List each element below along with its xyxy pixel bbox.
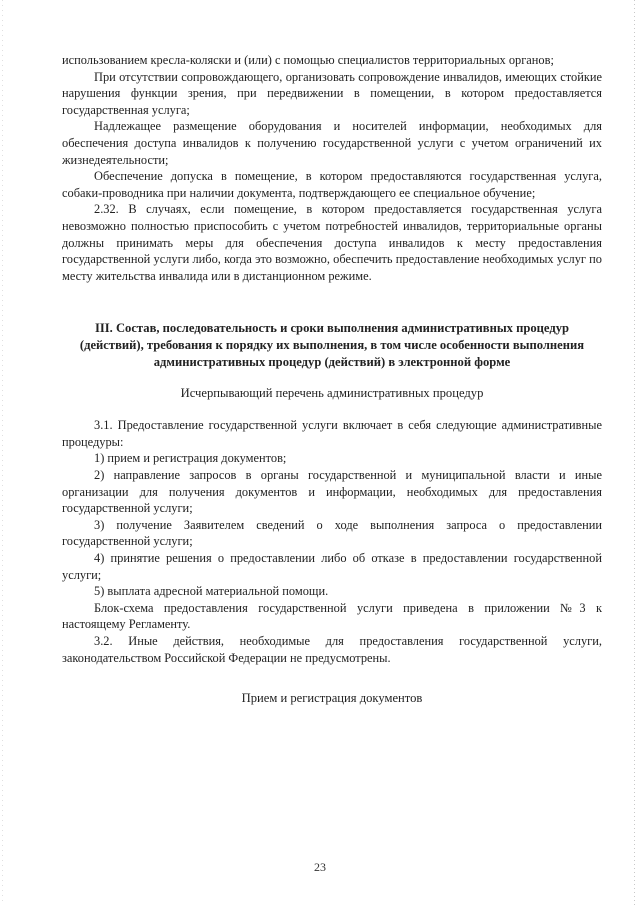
list-item: 4) принятие решения о предоставлении либо об отказе в предоставлении государственной услуги; (62, 551, 602, 582)
final-heading: Прием и регистрация документов (241, 691, 423, 706)
paragraph: Надлежащее размещение оборудования и носителей информации, необходимых для обеспечения доступа инвалидов к получению государственной услуги с учетом ограничений их жизнедеятельности; (62, 119, 602, 167)
paragraph: При отсутствии сопровождающего, организовать сопровождение инвалидов, имеющих стойкие нарушения функции зрения, при передвижении в помещении, в котором предоставляется государственная услуга; (62, 69, 602, 117)
paragraph: Обеспечение допуска в помещение, в котором предоставляются государственная услуга, собаки-проводника при наличии документа, подтверждающего ее специальное обучение; (62, 169, 602, 200)
page-number: 23 (314, 860, 326, 874)
paragraph-group-top (62, 52, 602, 284)
paragraph: 2.32. В случаях, если помещение, в котором предоставляется государственная услуга невозможно полностью приспособить с учетом потребностей инвалидов, территориальные органы должны принимать меры для обеспечения доступа инвалидов к месту предоставления государственной услуги либо, когда это возможно, обеспечить предоставление необходимых услуг по месту жительства инвалида или в дистанционном режиме. (62, 202, 602, 283)
list-item: 1) прием и регистрация документов; (94, 451, 287, 466)
paragraph: использованием кресла-коляски и (или) с помощью специалистов территориальных органов; (62, 53, 554, 67)
list-item: 3) получение Заявителем сведений о ходе выполнения запроса о предоставлении государственной услуги; (62, 517, 602, 549)
section-heading: III. Состав, последовательность и сроки выполнения административных процедур (действий), требования к порядку их выполнения, в том числе особенности выполнения административных процедур (действий) в электронной форме (79, 321, 585, 369)
list-item: 2) направление запросов в органы государственной и муниципальной власти и иные организации для получения документов и информации, необходимых для предоставления государственной услуги; (62, 468, 602, 516)
scan-edge-left (2, 0, 3, 905)
paragraph-group-list (62, 417, 602, 666)
paragraph: Блок-схема предоставления государственной услуги приведена в приложении №3 к настоящему Регламенту. (62, 600, 602, 632)
document-page (62, 52, 602, 707)
paragraph: 3.2. Иные действия, необходимые для предоставления государственной услуги, законодательством Российской Федерации не предусмотрены. (62, 634, 602, 665)
paragraph: 3.1. Предоставление государственной услуги включает в себя следующие административные процедуры: (62, 418, 602, 449)
list-item: 5) выплата адресной материальной помощи. (94, 584, 329, 599)
scan-edge-right (634, 0, 635, 905)
subheading: Исчерпывающий перечень административных процедур (180, 385, 484, 400)
